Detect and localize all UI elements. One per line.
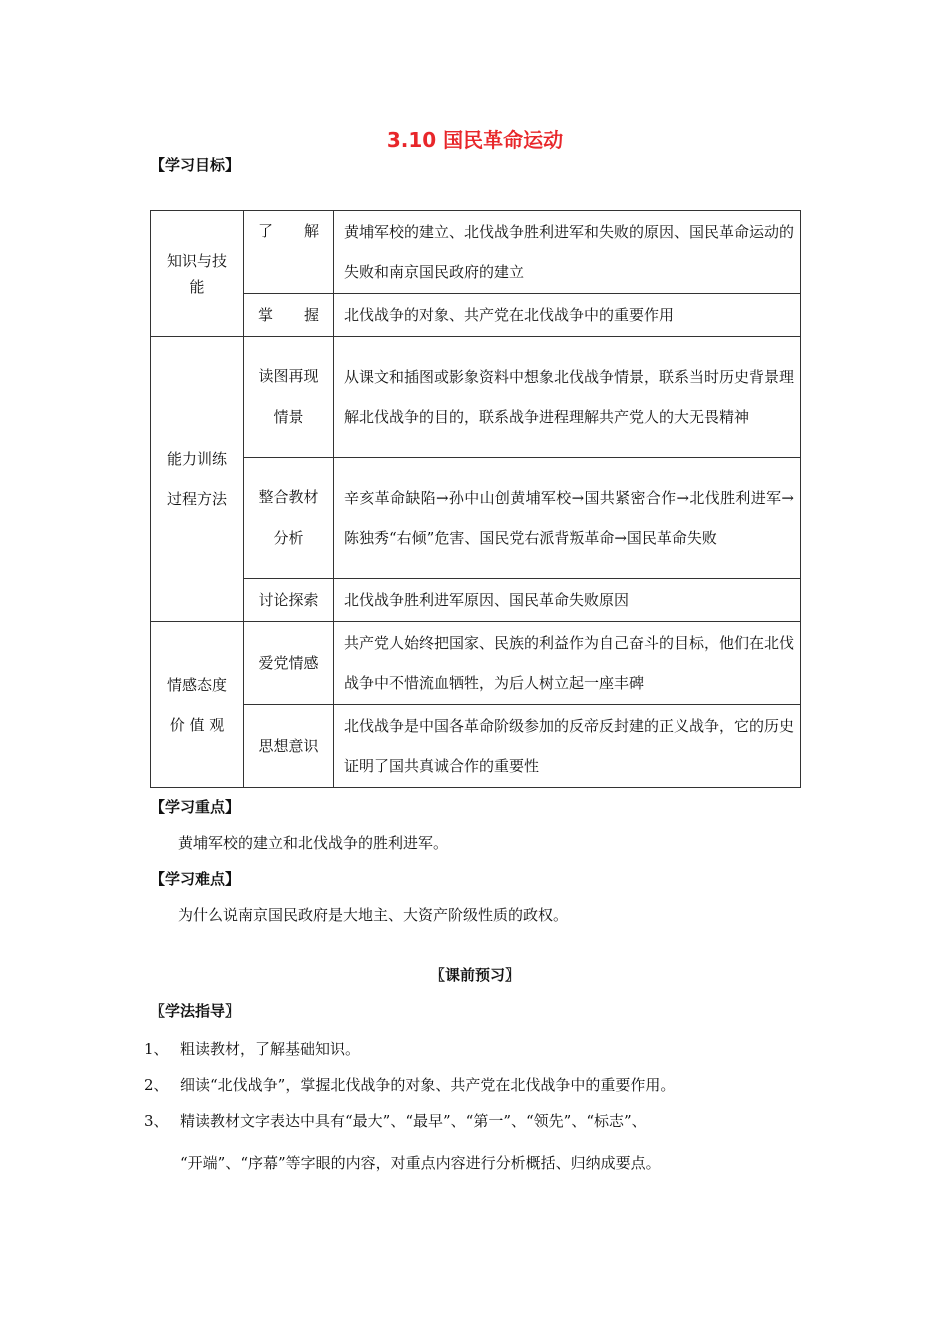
difficult-points-heading: 【学习难点】 bbox=[150, 870, 241, 888]
list-item bbox=[144, 1074, 675, 1095]
label-love-party: 爱党情感 bbox=[244, 622, 334, 705]
group-label-line1: 能力训练 bbox=[166, 450, 227, 468]
label-ideology: 思想意识 bbox=[244, 705, 334, 788]
label-char: 掌 bbox=[258, 305, 274, 324]
text-ideology: 北伐战争是中国各革命阶级参加的反帝反封建的正义战争，它的历史证明了国共真诚合作的重要性 bbox=[334, 705, 801, 788]
label-discuss: 讨论探索 bbox=[244, 579, 334, 622]
text-read-pictures: 从课文和插图或影象资料中想象北伐战争情景，联系当时历史背景理解北伐战争的目的，联系战争进程理解共产党人的大无畏精神 bbox=[334, 337, 801, 458]
label-char: 握 bbox=[303, 305, 319, 324]
list-text: 粗读教材，了解基础知识。 bbox=[180, 1040, 361, 1058]
list-number: 3、 bbox=[144, 1112, 169, 1130]
label-line2: 情景 bbox=[273, 408, 304, 426]
group-label-line2: 过程方法 bbox=[166, 490, 227, 508]
group-ability-process bbox=[151, 337, 244, 622]
group-label-line2: 价 值 观 bbox=[169, 715, 225, 734]
text-love-party: 共产党人始终把国家、民族的利益作为自己奋斗的目标，他们在北伐战争中不惜流血牺牲，为后人树立起一座丰碑 bbox=[334, 622, 801, 705]
label-understand bbox=[244, 211, 334, 294]
label-line1: 整合教材 bbox=[258, 488, 319, 506]
label-master bbox=[244, 294, 334, 337]
preview-heading: 〖课前预习〗 bbox=[429, 966, 520, 984]
list-number: 1、 bbox=[144, 1040, 169, 1058]
difficult-points-text: 为什么说南京国民政府是大地主、大资产阶级性质的政权。 bbox=[178, 906, 569, 924]
key-points-text: 黄埔军校的建立和北伐战争的胜利进军。 bbox=[178, 834, 449, 852]
goals-table bbox=[150, 210, 801, 788]
text-understand: 黄埔军校的建立、北伐战争胜利进军和失败的原因、国民革命运动的失败和南京国民政府的建立 bbox=[334, 211, 801, 294]
goals-heading: 【学习目标】 bbox=[150, 156, 241, 174]
list-item-continuation: “开端”、“序幕”等字眼的内容，对重点内容进行分析概括、归纳成要点。 bbox=[180, 1154, 661, 1172]
list-text: 细读“北伐战争”，掌握北伐战争的对象、共产党在北伐战争中的重要作用。 bbox=[180, 1076, 676, 1094]
label-line1: 读图再现 bbox=[258, 367, 319, 385]
label-char: 了 bbox=[258, 222, 274, 240]
group-knowledge-skills bbox=[151, 211, 244, 337]
method-heading: 〖学法指导〗 bbox=[150, 1002, 241, 1020]
list-item bbox=[144, 1038, 360, 1059]
label-char: 解 bbox=[303, 222, 319, 240]
list-number: 2、 bbox=[144, 1076, 169, 1094]
page-title: 3.10 国民革命运动 bbox=[386, 128, 564, 152]
group-emotion-values bbox=[151, 622, 244, 788]
label-integrate bbox=[244, 458, 334, 579]
key-points-heading: 【学习重点】 bbox=[150, 798, 241, 816]
group-label: 知识与技能 bbox=[166, 251, 227, 296]
label-line2: 分析 bbox=[273, 529, 304, 547]
list-item bbox=[144, 1110, 647, 1131]
group-label-line1: 情感态度 bbox=[166, 675, 227, 694]
text-discuss: 北伐战争胜利进军原因、国民革命失败原因 bbox=[334, 579, 801, 622]
label-read-pictures bbox=[244, 337, 334, 458]
list-text: 精读教材文字表达中具有“最大”、“最早”、“第一”、“领先”、“标志”、 bbox=[180, 1112, 647, 1130]
text-integrate: 辛亥革命缺陷→孙中山创黄埔军校→国共紧密合作→北伐胜利进军→陈独秀“右倾”危害、国民党右派背叛革命→国民革命失败 bbox=[334, 458, 801, 579]
text-master: 北伐战争的对象、共产党在北伐战争中的重要作用 bbox=[334, 294, 801, 337]
